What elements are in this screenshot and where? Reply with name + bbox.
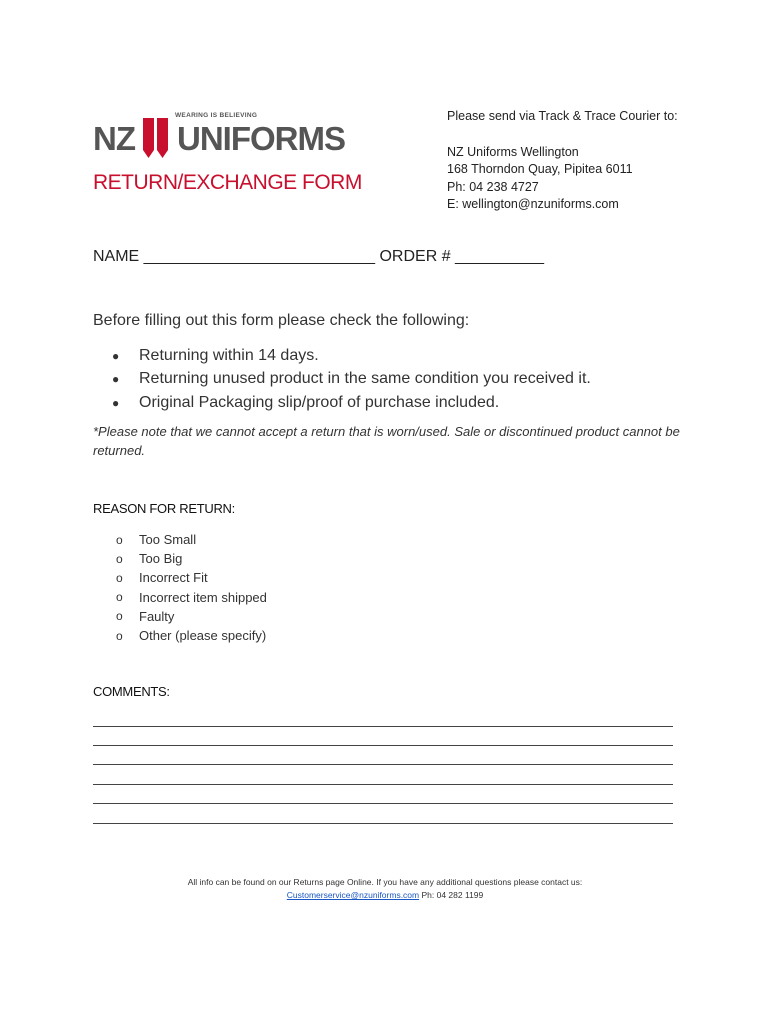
bullet-icon: ● <box>112 348 120 363</box>
comment-line[interactable] <box>93 745 673 746</box>
logo-uniforms-text: UNIFORMS <box>177 120 345 157</box>
reason-option[interactable]: o Too Big <box>116 551 183 567</box>
reason-option[interactable]: o Faulty <box>116 608 175 624</box>
courier-company: NZ Uniforms Wellington <box>447 144 579 159</box>
courier-address: 168 Thorndon Quay, Pipitea 6011 <box>447 162 633 177</box>
reason-options <box>116 530 267 645</box>
circle-option-icon[interactable]: o <box>116 532 123 547</box>
footer <box>0 876 770 902</box>
comment-line[interactable] <box>93 726 673 727</box>
footer-contact <box>0 889 770 902</box>
nz-uniforms-logo <box>93 112 348 160</box>
comments-heading: COMMENTS: <box>93 684 170 699</box>
checklist-item: ● Original Packaging slip/proof of purchase included. <box>112 393 500 411</box>
comment-line[interactable] <box>93 803 673 804</box>
bullet-icon: ● <box>112 395 120 410</box>
checklist-item: ● Returning unused product in the same condition you received it. <box>112 370 591 388</box>
courier-email: E: wellington@nzuniforms.com <box>447 197 619 212</box>
logo-tagline: WEARING IS BELIEVING <box>175 112 258 119</box>
courier-phone: Ph: 04 238 4727 <box>447 179 539 194</box>
reason-option[interactable]: o Other (please specify) <box>116 628 267 644</box>
bullet-icon: ● <box>112 372 120 387</box>
checklist-intro: Before filling out this form please check the following: <box>93 312 470 329</box>
comment-line[interactable] <box>93 764 673 765</box>
return-policy-note: *Please note that we cannot accept a return that is worn/used. Sale or discontinued product cannot be returned. <box>93 424 680 458</box>
circle-option-icon[interactable]: o <box>116 551 123 566</box>
checklist-item: ● Returning within 14 days. <box>112 346 319 364</box>
circle-option-icon[interactable]: o <box>116 628 123 643</box>
footer-phone: Ph: 04 282 1199 <box>421 890 484 900</box>
checklist <box>112 344 591 415</box>
comment-line[interactable] <box>93 784 673 785</box>
name-order-field[interactable]: NAME __________________________ ORDER # __________ <box>93 248 545 265</box>
reason-heading: REASON FOR RETURN: <box>93 501 235 516</box>
circle-option-icon[interactable]: o <box>116 570 123 585</box>
reason-option[interactable]: o Incorrect Fit <box>116 570 208 586</box>
comment-line[interactable] <box>93 823 673 824</box>
footer-info: All info can be found on our Returns page Online. If you have any additional questions please contact us: <box>187 877 583 887</box>
reason-option[interactable]: o Too Small <box>116 532 197 548</box>
shield-icon <box>141 116 171 160</box>
form-title: RETURN/EXCHANGE FORM <box>93 171 362 194</box>
logo-nz-text: NZ <box>93 120 135 157</box>
circle-option-icon[interactable]: o <box>116 609 123 624</box>
reason-option[interactable]: o Incorrect item shipped <box>116 589 267 605</box>
courier-address-block <box>447 108 678 214</box>
customer-service-email-link[interactable]: Customerservice@nzuniforms.com <box>286 890 420 900</box>
circle-option-icon[interactable]: o <box>116 590 123 605</box>
courier-heading: Please send via Track & Trace Courier to: <box>447 109 678 123</box>
